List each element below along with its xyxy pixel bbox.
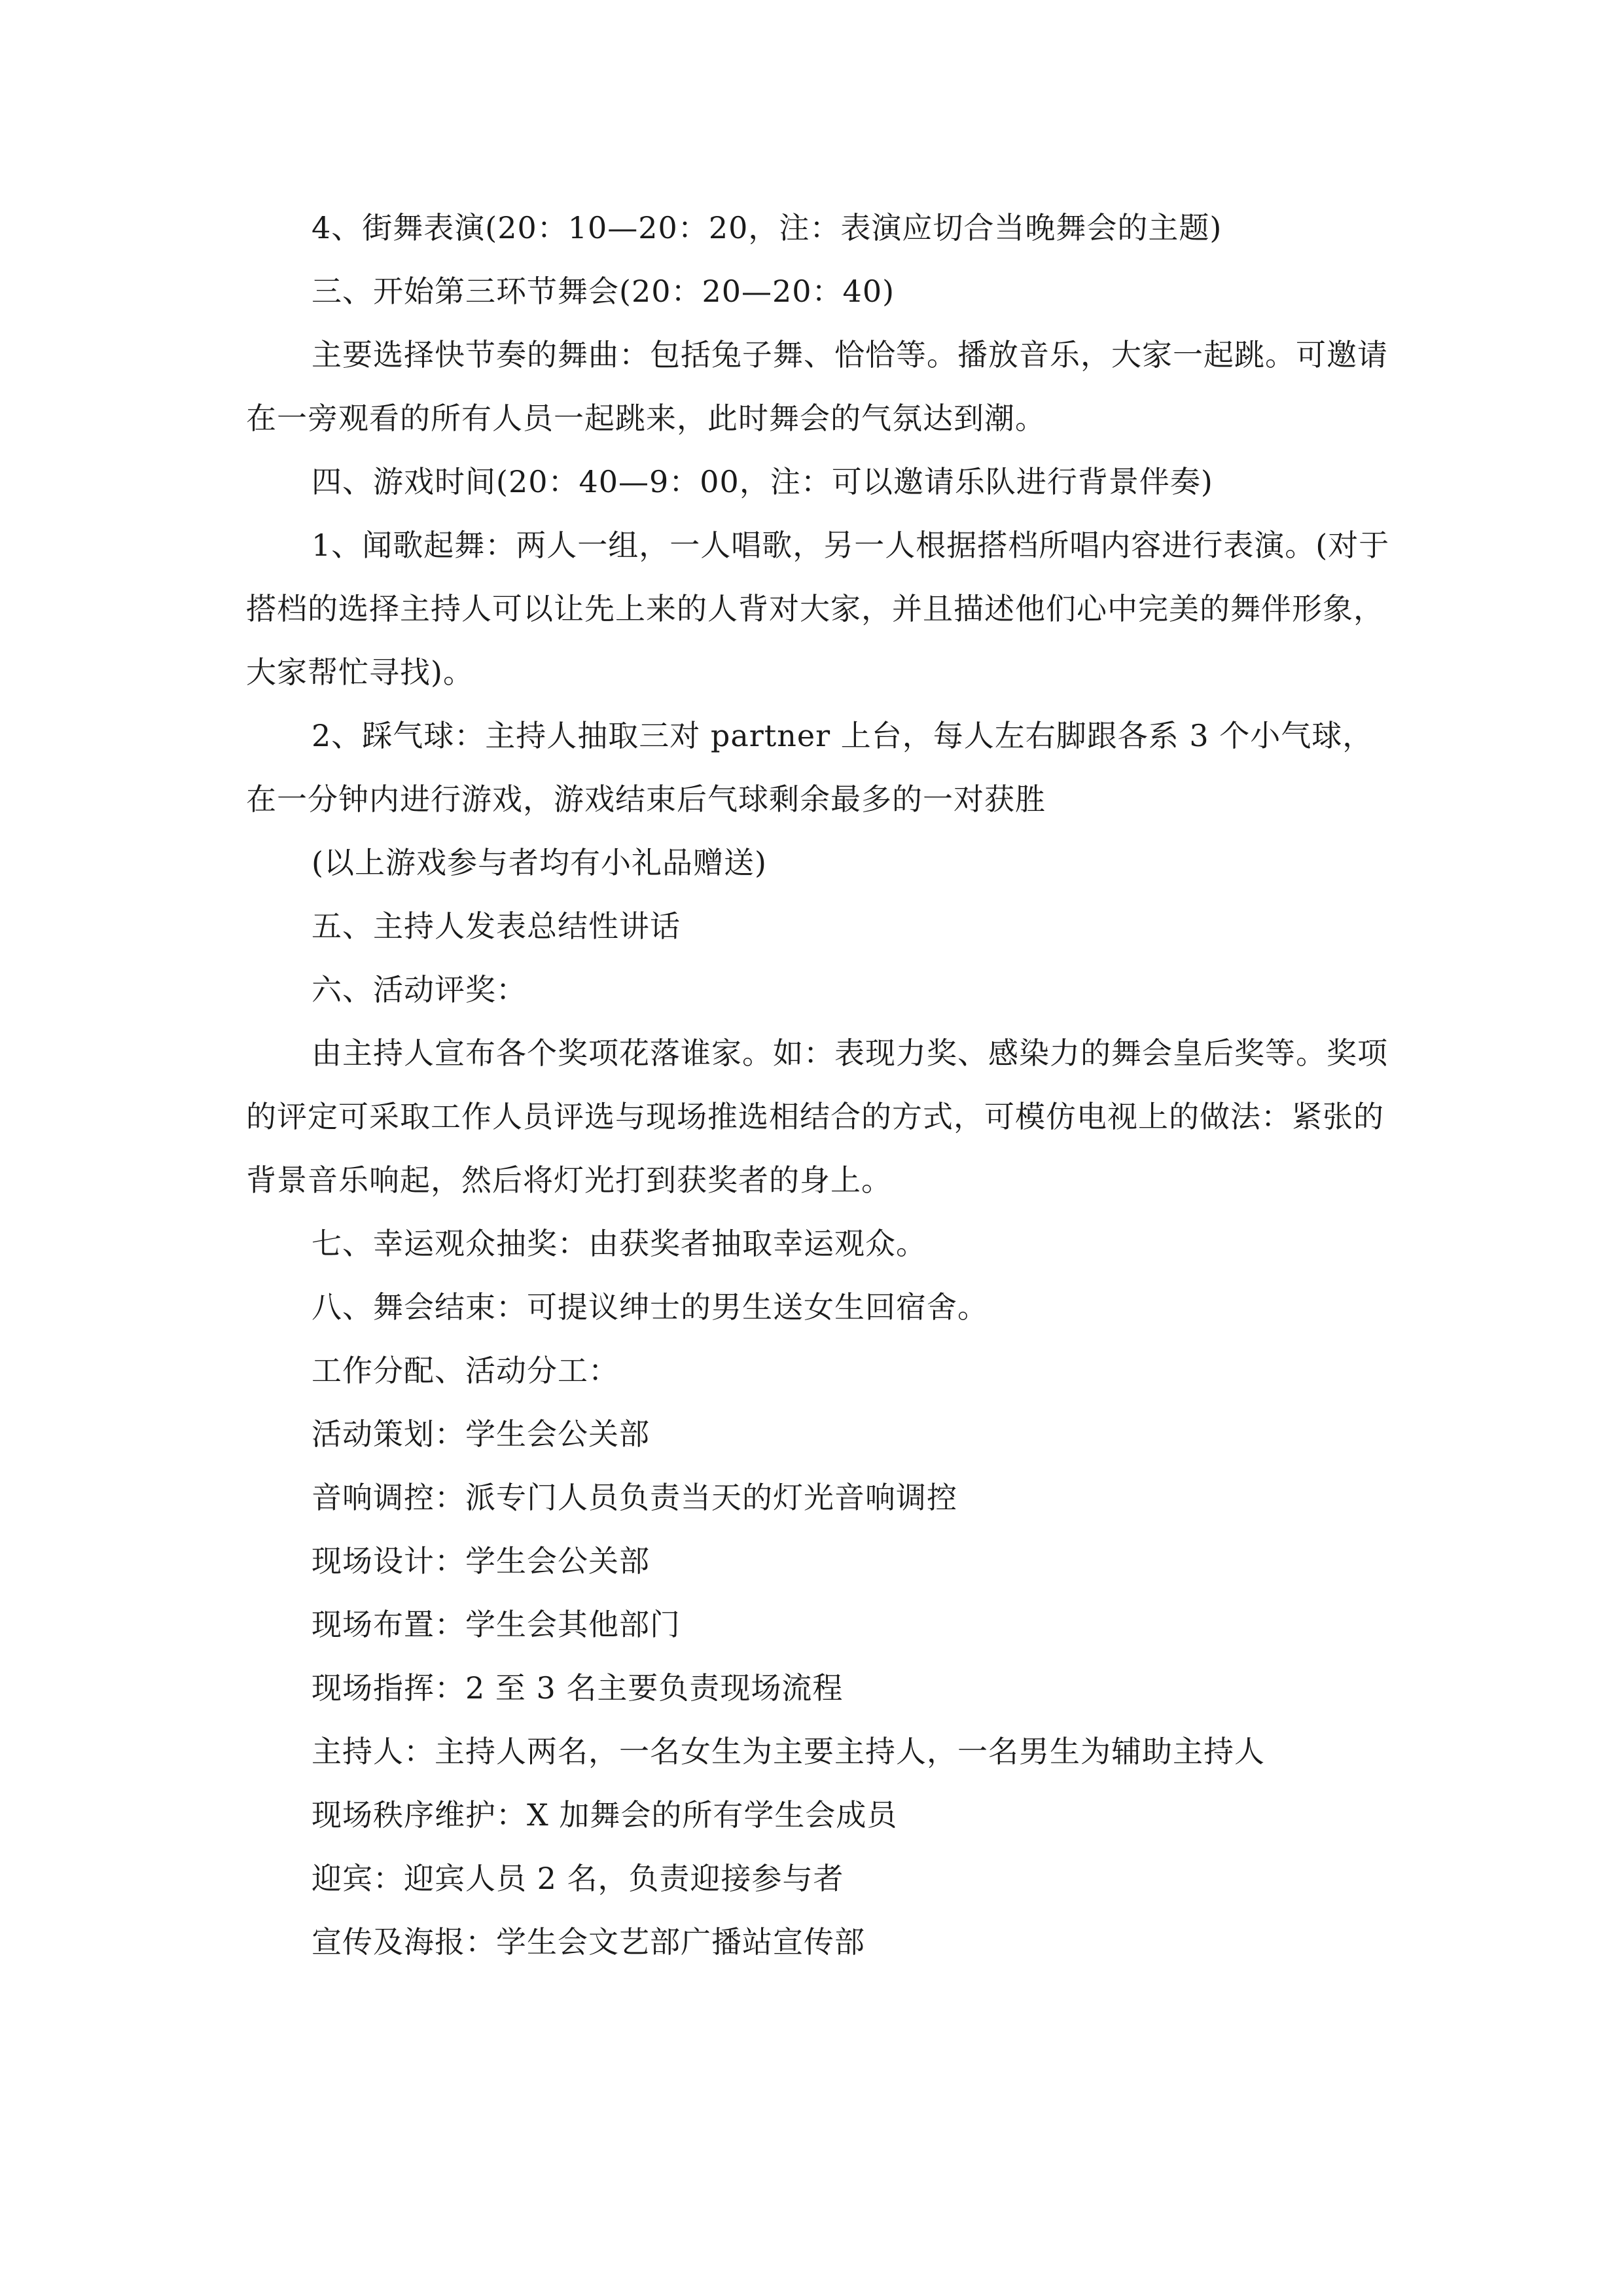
paragraph-gift-note: (以上游戏参与者均有小礼品赠送) (312, 845, 767, 880)
document-body (246, 196, 1398, 1974)
paragraph-third-dance-session: 三、开始第三环节舞会(20：20—20：40) (312, 274, 895, 309)
paragraph-publicity: 宣传及海报：学生会文艺部广播站宣传部 (312, 1924, 865, 1960)
paragraph-order-maintenance: 现场秩序维护：X 加舞会的所有学生会成员 (312, 1797, 898, 1833)
paragraph-awards-detail: 由主持人宣布各个奖项花落谁家。如：表现力奖、感染力的舞会皇后奖等。奖项的评定可采取工作人员评选与现场推选相结合的方式，可模仿电视上的做法：紧张的背景音乐响起，然后将灯光打到获奖者的身上。 (246, 1035, 1388, 1198)
paragraph-game-time: 四、游戏时间(20：40—9：00，注：可以邀请乐队进行背景伴奏) (312, 464, 1213, 499)
paragraph-planning: 活动策划：学生会公关部 (312, 1416, 650, 1452)
paragraph-sound-control: 音响调控：派专门人员负责当天的灯光音响调控 (312, 1480, 957, 1515)
paragraph-street-dance: 4、街舞表演(20：10—20：20，注：表演应切合当晚舞会的主题) (312, 210, 1222, 245)
paragraph-awards-heading: 六、活动评奖： (312, 972, 527, 1007)
paragraph-venue-command: 现场指挥：2 至 3 名主要负责现场流程 (312, 1670, 844, 1706)
paragraph-venue-design: 现场设计：学生会公关部 (312, 1543, 650, 1579)
paragraph-reception: 迎宾：迎宾人员 2 名，负责迎接参与者 (312, 1861, 844, 1896)
paragraph-game-dance-to-song: 1、闻歌起舞：两人一组，一人唱歌，另一人根据搭档所唱内容进行表演。(对于搭档的选择主持人可以让先上来的人背对大家，并且描述他们心中完美的舞伴形象，大家帮忙寻找)。 (246, 528, 1390, 690)
paragraph-lucky-draw: 七、幸运观众抽奖：由获奖者抽取幸运观众。 (312, 1226, 927, 1261)
paragraph-dance-music: 主要选择快节奏的舞曲：包括兔子舞、恰恰等。播放音乐，大家一起跳。可邀请在一旁观看的所有人员一起跳来，此时舞会的气氛达到潮。 (246, 337, 1388, 436)
paragraph-work-division: 工作分配、活动分工： (312, 1353, 619, 1388)
paragraph-dance-end: 八、舞会结束：可提议绅士的男生送女生回宿舍。 (312, 1289, 988, 1325)
paragraph-game-balloon: 2、踩气球：主持人抽取三对 partner 上台，每人左右脚跟各系 3 个小气球，在一分钟内进行游戏，游戏结束后气球剩余最多的一对获胜 (246, 718, 1374, 817)
paragraph-venue-layout: 现场布置：学生会其他部门 (312, 1607, 681, 1642)
paragraph-host-summary: 五、主持人发表总结性讲话 (312, 908, 681, 944)
paragraph-hosts: 主持人：主持人两名，一名女生为主要主持人，一名男生为辅助主持人 (312, 1734, 1265, 1769)
